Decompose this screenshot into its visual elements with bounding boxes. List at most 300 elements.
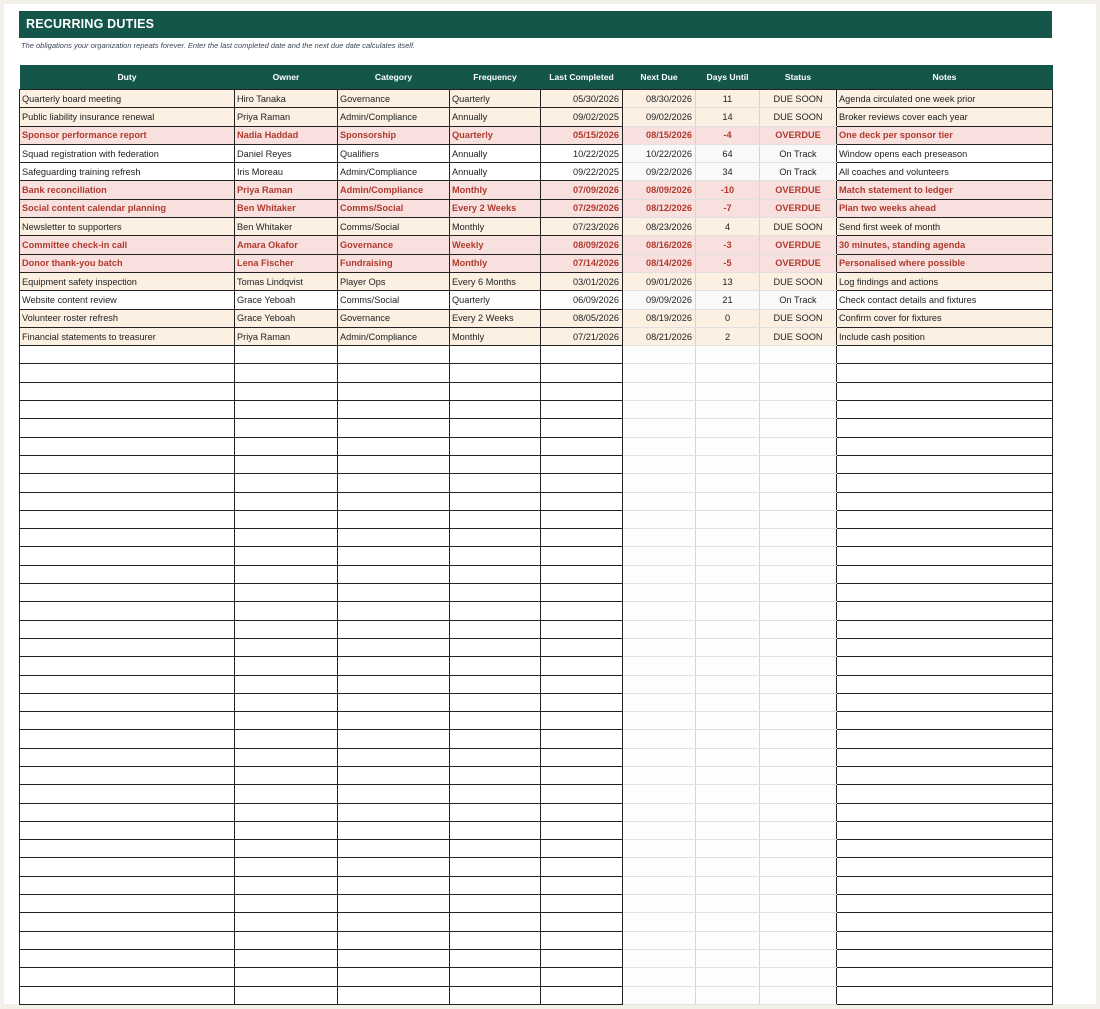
owner-cell[interactable]: [235, 730, 338, 748]
owner-cell[interactable]: [235, 986, 338, 1004]
category-cell[interactable]: [338, 346, 450, 364]
last-completed-cell[interactable]: [541, 346, 623, 364]
owner-cell[interactable]: [235, 803, 338, 821]
next-due-cell[interactable]: [623, 565, 696, 583]
category-cell[interactable]: [338, 401, 450, 419]
status-cell[interactable]: [760, 785, 837, 803]
owner-cell[interactable]: [235, 364, 338, 382]
last-completed-cell[interactable]: [541, 529, 623, 547]
days-until-cell[interactable]: [696, 492, 760, 510]
column-header-frequency[interactable]: Frequency: [450, 65, 541, 90]
status-cell[interactable]: [760, 620, 837, 638]
status-cell[interactable]: [760, 876, 837, 894]
duty-cell[interactable]: [20, 510, 235, 528]
last-completed-cell[interactable]: 07/09/2026: [541, 181, 623, 199]
days-until-cell[interactable]: [696, 620, 760, 638]
days-until-cell[interactable]: [696, 529, 760, 547]
category-cell[interactable]: [338, 803, 450, 821]
category-cell[interactable]: [338, 785, 450, 803]
last-completed-cell[interactable]: [541, 565, 623, 583]
frequency-cell[interactable]: [450, 913, 541, 931]
notes-cell[interactable]: [837, 510, 1053, 528]
last-completed-cell[interactable]: [541, 949, 623, 967]
owner-cell[interactable]: Daniel Reyes: [235, 144, 338, 162]
frequency-cell[interactable]: [450, 858, 541, 876]
duty-cell[interactable]: [20, 346, 235, 364]
notes-cell[interactable]: [837, 547, 1053, 565]
owner-cell[interactable]: [235, 382, 338, 400]
owner-cell[interactable]: [235, 748, 338, 766]
status-cell[interactable]: OVERDUE: [760, 236, 837, 254]
duty-cell[interactable]: [20, 584, 235, 602]
duty-cell[interactable]: Committee check-in call: [20, 236, 235, 254]
category-cell[interactable]: [338, 584, 450, 602]
owner-cell[interactable]: Ben Whitaker: [235, 199, 338, 217]
frequency-cell[interactable]: [450, 565, 541, 583]
category-cell[interactable]: [338, 382, 450, 400]
duty-cell[interactable]: [20, 693, 235, 711]
status-cell[interactable]: [760, 455, 837, 473]
status-cell[interactable]: [760, 913, 837, 931]
next-due-cell[interactable]: 08/30/2026: [623, 90, 696, 108]
next-due-cell[interactable]: 08/12/2026: [623, 199, 696, 217]
next-due-cell[interactable]: [623, 602, 696, 620]
status-cell[interactable]: [760, 803, 837, 821]
status-cell[interactable]: [760, 968, 837, 986]
last-completed-cell[interactable]: [541, 785, 623, 803]
status-cell[interactable]: [760, 949, 837, 967]
notes-cell[interactable]: One deck per sponsor tier: [837, 126, 1053, 144]
next-due-cell[interactable]: [623, 510, 696, 528]
owner-cell[interactable]: Nadia Haddad: [235, 126, 338, 144]
status-cell[interactable]: [760, 638, 837, 656]
last-completed-cell[interactable]: [541, 492, 623, 510]
status-cell[interactable]: [760, 346, 837, 364]
category-cell[interactable]: [338, 419, 450, 437]
frequency-cell[interactable]: [450, 529, 541, 547]
status-cell[interactable]: [760, 931, 837, 949]
category-cell[interactable]: [338, 620, 450, 638]
days-until-cell[interactable]: -3: [696, 236, 760, 254]
duty-cell[interactable]: [20, 602, 235, 620]
days-until-cell[interactable]: 4: [696, 218, 760, 236]
status-cell[interactable]: [760, 693, 837, 711]
days-until-cell[interactable]: [696, 401, 760, 419]
next-due-cell[interactable]: 08/23/2026: [623, 218, 696, 236]
days-until-cell[interactable]: [696, 657, 760, 675]
category-cell[interactable]: [338, 364, 450, 382]
notes-cell[interactable]: [837, 602, 1053, 620]
owner-cell[interactable]: [235, 712, 338, 730]
notes-cell[interactable]: [837, 437, 1053, 455]
last-completed-cell[interactable]: 08/09/2026: [541, 236, 623, 254]
next-due-cell[interactable]: 09/01/2026: [623, 272, 696, 290]
frequency-cell[interactable]: Every 2 Weeks: [450, 309, 541, 327]
next-due-cell[interactable]: [623, 346, 696, 364]
category-cell[interactable]: Governance: [338, 309, 450, 327]
frequency-cell[interactable]: Monthly: [450, 327, 541, 345]
duty-cell[interactable]: Safeguarding training refresh: [20, 163, 235, 181]
last-completed-cell[interactable]: [541, 474, 623, 492]
next-due-cell[interactable]: 09/02/2026: [623, 108, 696, 126]
frequency-cell[interactable]: [450, 620, 541, 638]
days-until-cell[interactable]: [696, 437, 760, 455]
owner-cell[interactable]: [235, 785, 338, 803]
owner-cell[interactable]: Iris Moreau: [235, 163, 338, 181]
notes-cell[interactable]: [837, 529, 1053, 547]
next-due-cell[interactable]: [623, 474, 696, 492]
status-cell[interactable]: [760, 748, 837, 766]
column-header-category[interactable]: Category: [338, 65, 450, 90]
status-cell[interactable]: OVERDUE: [760, 181, 837, 199]
duty-cell[interactable]: Public liability insurance renewal: [20, 108, 235, 126]
category-cell[interactable]: [338, 766, 450, 784]
next-due-cell[interactable]: [623, 949, 696, 967]
last-completed-cell[interactable]: [541, 876, 623, 894]
frequency-cell[interactable]: [450, 675, 541, 693]
next-due-cell[interactable]: [623, 455, 696, 473]
notes-cell[interactable]: Confirm cover for fixtures: [837, 309, 1053, 327]
next-due-cell[interactable]: [623, 968, 696, 986]
status-cell[interactable]: [760, 510, 837, 528]
status-cell[interactable]: [760, 858, 837, 876]
category-cell[interactable]: [338, 858, 450, 876]
duty-cell[interactable]: [20, 437, 235, 455]
duty-cell[interactable]: [20, 931, 235, 949]
frequency-cell[interactable]: [450, 455, 541, 473]
owner-cell[interactable]: [235, 419, 338, 437]
next-due-cell[interactable]: [623, 766, 696, 784]
notes-cell[interactable]: [837, 895, 1053, 913]
next-due-cell[interactable]: [623, 895, 696, 913]
days-until-cell[interactable]: [696, 565, 760, 583]
notes-cell[interactable]: [837, 401, 1053, 419]
owner-cell[interactable]: [235, 949, 338, 967]
notes-cell[interactable]: [837, 712, 1053, 730]
status-cell[interactable]: [760, 547, 837, 565]
status-cell[interactable]: [760, 840, 837, 858]
duty-cell[interactable]: [20, 840, 235, 858]
last-completed-cell[interactable]: [541, 510, 623, 528]
last-completed-cell[interactable]: [541, 730, 623, 748]
frequency-cell[interactable]: [450, 931, 541, 949]
category-cell[interactable]: [338, 986, 450, 1004]
days-until-cell[interactable]: [696, 584, 760, 602]
last-completed-cell[interactable]: [541, 602, 623, 620]
days-until-cell[interactable]: [696, 840, 760, 858]
days-until-cell[interactable]: [696, 455, 760, 473]
next-due-cell[interactable]: [623, 529, 696, 547]
owner-cell[interactable]: [235, 529, 338, 547]
duty-cell[interactable]: [20, 712, 235, 730]
category-cell[interactable]: [338, 712, 450, 730]
duty-cell[interactable]: [20, 748, 235, 766]
last-completed-cell[interactable]: [541, 968, 623, 986]
category-cell[interactable]: Comms/Social: [338, 218, 450, 236]
last-completed-cell[interactable]: [541, 437, 623, 455]
category-cell[interactable]: Admin/Compliance: [338, 163, 450, 181]
notes-cell[interactable]: Include cash position: [837, 327, 1053, 345]
frequency-cell[interactable]: [450, 693, 541, 711]
owner-cell[interactable]: [235, 565, 338, 583]
category-cell[interactable]: Fundraising: [338, 254, 450, 272]
days-until-cell[interactable]: -10: [696, 181, 760, 199]
status-cell[interactable]: DUE SOON: [760, 108, 837, 126]
notes-cell[interactable]: [837, 858, 1053, 876]
days-until-cell[interactable]: -4: [696, 126, 760, 144]
notes-cell[interactable]: Send first week of month: [837, 218, 1053, 236]
owner-cell[interactable]: [235, 840, 338, 858]
last-completed-cell[interactable]: [541, 840, 623, 858]
status-cell[interactable]: [760, 529, 837, 547]
frequency-cell[interactable]: [450, 876, 541, 894]
duty-cell[interactable]: [20, 675, 235, 693]
duty-cell[interactable]: [20, 547, 235, 565]
column-header-duty[interactable]: Duty: [20, 65, 235, 90]
column-header-days-until[interactable]: Days Until: [696, 65, 760, 90]
last-completed-cell[interactable]: 07/14/2026: [541, 254, 623, 272]
owner-cell[interactable]: [235, 931, 338, 949]
duty-cell[interactable]: [20, 803, 235, 821]
days-until-cell[interactable]: [696, 712, 760, 730]
owner-cell[interactable]: [235, 510, 338, 528]
days-until-cell[interactable]: [696, 949, 760, 967]
owner-cell[interactable]: Amara Okafor: [235, 236, 338, 254]
notes-cell[interactable]: [837, 382, 1053, 400]
notes-cell[interactable]: [837, 803, 1053, 821]
duty-cell[interactable]: [20, 529, 235, 547]
next-due-cell[interactable]: [623, 364, 696, 382]
frequency-cell[interactable]: Monthly: [450, 218, 541, 236]
owner-cell[interactable]: [235, 437, 338, 455]
last-completed-cell[interactable]: [541, 419, 623, 437]
frequency-cell[interactable]: Weekly: [450, 236, 541, 254]
notes-cell[interactable]: Check contact details and fixtures: [837, 291, 1053, 309]
last-completed-cell[interactable]: [541, 547, 623, 565]
next-due-cell[interactable]: [623, 858, 696, 876]
frequency-cell[interactable]: Every 6 Months: [450, 272, 541, 290]
status-cell[interactable]: [760, 730, 837, 748]
category-cell[interactable]: [338, 876, 450, 894]
category-cell[interactable]: [338, 821, 450, 839]
notes-cell[interactable]: Window opens each preseason: [837, 144, 1053, 162]
duty-cell[interactable]: Quarterly board meeting: [20, 90, 235, 108]
duty-cell[interactable]: [20, 455, 235, 473]
days-until-cell[interactable]: [696, 730, 760, 748]
duty-cell[interactable]: [20, 766, 235, 784]
frequency-cell[interactable]: [450, 766, 541, 784]
owner-cell[interactable]: [235, 401, 338, 419]
last-completed-cell[interactable]: [541, 382, 623, 400]
notes-cell[interactable]: [837, 986, 1053, 1004]
category-cell[interactable]: [338, 474, 450, 492]
frequency-cell[interactable]: [450, 584, 541, 602]
notes-cell[interactable]: [837, 876, 1053, 894]
category-cell[interactable]: Comms/Social: [338, 199, 450, 217]
status-cell[interactable]: [760, 986, 837, 1004]
category-cell[interactable]: [338, 455, 450, 473]
owner-cell[interactable]: [235, 821, 338, 839]
duty-cell[interactable]: [20, 401, 235, 419]
next-due-cell[interactable]: [623, 437, 696, 455]
status-cell[interactable]: [760, 895, 837, 913]
notes-cell[interactable]: [837, 492, 1053, 510]
duty-cell[interactable]: [20, 565, 235, 583]
duty-cell[interactable]: [20, 730, 235, 748]
category-cell[interactable]: Admin/Compliance: [338, 108, 450, 126]
frequency-cell[interactable]: [450, 712, 541, 730]
duty-cell[interactable]: Squad registration with federation: [20, 144, 235, 162]
next-due-cell[interactable]: 08/14/2026: [623, 254, 696, 272]
owner-cell[interactable]: [235, 657, 338, 675]
frequency-cell[interactable]: Quarterly: [450, 90, 541, 108]
next-due-cell[interactable]: 09/09/2026: [623, 291, 696, 309]
days-until-cell[interactable]: [696, 547, 760, 565]
category-cell[interactable]: [338, 949, 450, 967]
notes-cell[interactable]: [837, 840, 1053, 858]
frequency-cell[interactable]: [450, 419, 541, 437]
days-until-cell[interactable]: [696, 858, 760, 876]
duty-cell[interactable]: Financial statements to treasurer: [20, 327, 235, 345]
last-completed-cell[interactable]: [541, 931, 623, 949]
days-until-cell[interactable]: 0: [696, 309, 760, 327]
last-completed-cell[interactable]: [541, 638, 623, 656]
duty-cell[interactable]: [20, 419, 235, 437]
category-cell[interactable]: [338, 968, 450, 986]
frequency-cell[interactable]: Quarterly: [450, 291, 541, 309]
notes-cell[interactable]: [837, 693, 1053, 711]
status-cell[interactable]: [760, 584, 837, 602]
next-due-cell[interactable]: [623, 785, 696, 803]
next-due-cell[interactable]: 08/19/2026: [623, 309, 696, 327]
duty-cell[interactable]: Bank reconciliation: [20, 181, 235, 199]
column-header-last-completed[interactable]: Last Completed: [541, 65, 623, 90]
notes-cell[interactable]: [837, 931, 1053, 949]
days-until-cell[interactable]: [696, 748, 760, 766]
category-cell[interactable]: [338, 565, 450, 583]
last-completed-cell[interactable]: [541, 986, 623, 1004]
next-due-cell[interactable]: [623, 657, 696, 675]
frequency-cell[interactable]: [450, 986, 541, 1004]
frequency-cell[interactable]: [450, 602, 541, 620]
column-header-status[interactable]: Status: [760, 65, 837, 90]
frequency-cell[interactable]: [450, 968, 541, 986]
notes-cell[interactable]: [837, 584, 1053, 602]
status-cell[interactable]: On Track: [760, 291, 837, 309]
duty-cell[interactable]: [20, 895, 235, 913]
next-due-cell[interactable]: [623, 419, 696, 437]
days-until-cell[interactable]: 13: [696, 272, 760, 290]
last-completed-cell[interactable]: 08/05/2026: [541, 309, 623, 327]
notes-cell[interactable]: [837, 346, 1053, 364]
column-header-next-due[interactable]: Next Due: [623, 65, 696, 90]
status-cell[interactable]: [760, 821, 837, 839]
last-completed-cell[interactable]: [541, 748, 623, 766]
days-until-cell[interactable]: [696, 821, 760, 839]
last-completed-cell[interactable]: 05/15/2026: [541, 126, 623, 144]
next-due-cell[interactable]: 10/22/2026: [623, 144, 696, 162]
category-cell[interactable]: Admin/Compliance: [338, 327, 450, 345]
owner-cell[interactable]: Hiro Tanaka: [235, 90, 338, 108]
frequency-cell[interactable]: [450, 346, 541, 364]
category-cell[interactable]: [338, 547, 450, 565]
owner-cell[interactable]: [235, 492, 338, 510]
next-due-cell[interactable]: [623, 638, 696, 656]
next-due-cell[interactable]: [623, 382, 696, 400]
status-cell[interactable]: DUE SOON: [760, 327, 837, 345]
duty-cell[interactable]: [20, 821, 235, 839]
next-due-cell[interactable]: 09/22/2026: [623, 163, 696, 181]
category-cell[interactable]: [338, 657, 450, 675]
notes-cell[interactable]: [837, 913, 1053, 931]
notes-cell[interactable]: Personalised where possible: [837, 254, 1053, 272]
last-completed-cell[interactable]: [541, 895, 623, 913]
status-cell[interactable]: [760, 565, 837, 583]
frequency-cell[interactable]: [450, 895, 541, 913]
frequency-cell[interactable]: [450, 401, 541, 419]
duty-cell[interactable]: Sponsor performance report: [20, 126, 235, 144]
days-until-cell[interactable]: [696, 419, 760, 437]
owner-cell[interactable]: [235, 693, 338, 711]
last-completed-cell[interactable]: 06/09/2026: [541, 291, 623, 309]
last-completed-cell[interactable]: [541, 364, 623, 382]
notes-cell[interactable]: 30 minutes, standing agenda: [837, 236, 1053, 254]
category-cell[interactable]: [338, 840, 450, 858]
category-cell[interactable]: Player Ops: [338, 272, 450, 290]
notes-cell[interactable]: [837, 638, 1053, 656]
frequency-cell[interactable]: [450, 840, 541, 858]
status-cell[interactable]: [760, 364, 837, 382]
notes-cell[interactable]: [837, 620, 1053, 638]
status-cell[interactable]: On Track: [760, 144, 837, 162]
frequency-cell[interactable]: [450, 730, 541, 748]
frequency-cell[interactable]: [450, 949, 541, 967]
owner-cell[interactable]: Priya Raman: [235, 108, 338, 126]
next-due-cell[interactable]: [623, 693, 696, 711]
owner-cell[interactable]: Priya Raman: [235, 327, 338, 345]
notes-cell[interactable]: Plan two weeks ahead: [837, 199, 1053, 217]
category-cell[interactable]: [338, 693, 450, 711]
frequency-cell[interactable]: Annually: [450, 144, 541, 162]
days-until-cell[interactable]: [696, 876, 760, 894]
status-cell[interactable]: [760, 675, 837, 693]
notes-cell[interactable]: [837, 565, 1053, 583]
owner-cell[interactable]: [235, 474, 338, 492]
duty-cell[interactable]: Volunteer roster refresh: [20, 309, 235, 327]
frequency-cell[interactable]: Quarterly: [450, 126, 541, 144]
last-completed-cell[interactable]: [541, 620, 623, 638]
next-due-cell[interactable]: 08/16/2026: [623, 236, 696, 254]
owner-cell[interactable]: Grace Yeboah: [235, 309, 338, 327]
category-cell[interactable]: [338, 638, 450, 656]
frequency-cell[interactable]: [450, 803, 541, 821]
days-until-cell[interactable]: 14: [696, 108, 760, 126]
owner-cell[interactable]: [235, 876, 338, 894]
days-until-cell[interactable]: [696, 803, 760, 821]
status-cell[interactable]: [760, 419, 837, 437]
status-cell[interactable]: [760, 657, 837, 675]
category-cell[interactable]: [338, 895, 450, 913]
days-until-cell[interactable]: [696, 346, 760, 364]
category-cell[interactable]: [338, 602, 450, 620]
owner-cell[interactable]: Lena Fischer: [235, 254, 338, 272]
frequency-cell[interactable]: [450, 437, 541, 455]
owner-cell[interactable]: [235, 584, 338, 602]
notes-cell[interactable]: [837, 474, 1053, 492]
next-due-cell[interactable]: [623, 803, 696, 821]
status-cell[interactable]: [760, 602, 837, 620]
owner-cell[interactable]: [235, 346, 338, 364]
